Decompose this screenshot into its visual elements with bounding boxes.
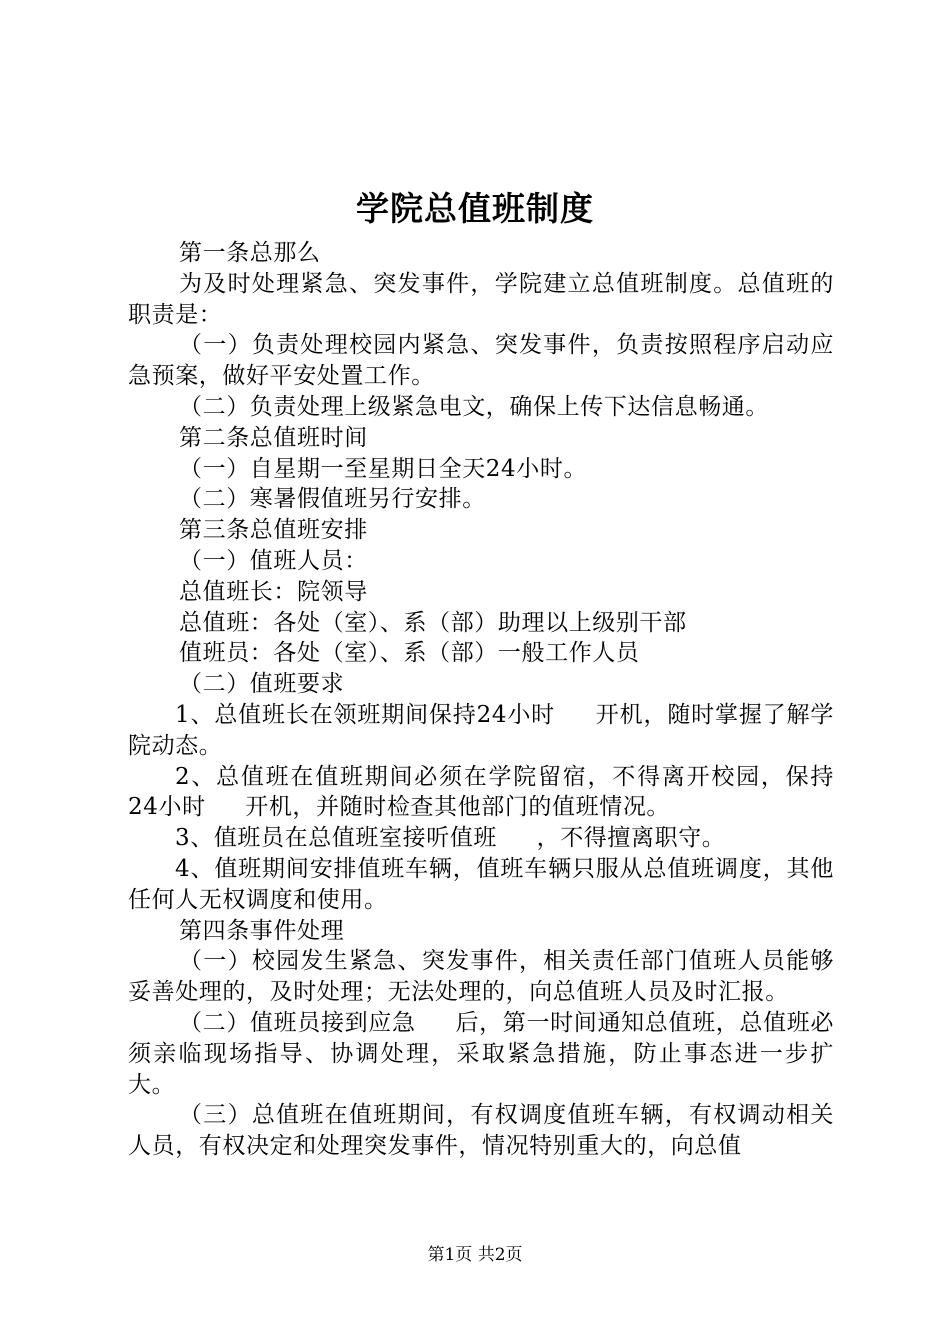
paragraph: （二）值班要求	[179, 671, 345, 698]
paragraph: 总值班长：院领导	[179, 578, 368, 605]
article-heading: 第三条总值班安排	[179, 517, 368, 544]
paragraph: （一）自星期一至星期日全天24小时。	[179, 455, 588, 482]
paragraph: 2、总值班在值班期间必须在学院留宿，不得离开校园，保持24小时 开机，并随时检查其他部门的值班情况。	[128, 763, 834, 821]
paragraph: 为及时处理紧急、突发事件，学院建立总值班制度。总值班的职责是：	[128, 270, 834, 328]
paragraph: （一）值班人员：	[179, 547, 368, 574]
page-footer: 第1页 共2页	[427, 1245, 523, 1265]
article-heading: 第四条事件处理	[179, 917, 345, 944]
paragraph: （三）总值班在值班期间，有权调度值班车辆，有权调动相关人员，有权决定和处理突发事件，情况特别重大的，向总值	[128, 1102, 834, 1160]
document-title: 学院总值班制度	[356, 189, 594, 228]
paragraph: （二）负责处理上级紧急电文，确保上传下达信息畅通。	[179, 393, 769, 420]
paragraph: 值班员：各处（室）、系（部）一般工作人员	[179, 640, 640, 667]
paragraph: 总值班：各处（室）、系（部）助理以上级别干部	[179, 609, 687, 636]
paragraph: （一）负责处理校园内紧急、突发事件，负责按照程序启动应急预案，做好平安处置工作。	[128, 332, 834, 390]
paragraph: （二）值班员接到应急 后，第一时间通知总值班，总值班必须亲临现场指导、协调处理，采取紧急措施，防止事态进一步扩大。	[128, 1009, 834, 1098]
paragraph: 3、值班员在总值班室接听值班 ，不得擅离职守。	[175, 825, 726, 852]
document-body	[128, 238, 834, 1162]
paragraph: 4、值班期间安排值班车辆，值班车辆只服从总值班调度，其他任何人无权调度和使用。	[128, 855, 834, 913]
paragraph: （一）校园发生紧急、突发事件，相关责任部门值班人员能够妥善处理的，及时处理；无法处理的，向总值班人员及时汇报。	[128, 948, 834, 1006]
article-heading: 第一条总那么	[179, 240, 321, 266]
paragraph: （二）寒暑假值班另行安排。	[179, 486, 486, 513]
article-heading: 第二条总值班时间	[179, 424, 368, 451]
paragraph: 1、总值班长在领班期间保持24小时 开机，随时掌握了解学院动态。	[128, 701, 834, 759]
